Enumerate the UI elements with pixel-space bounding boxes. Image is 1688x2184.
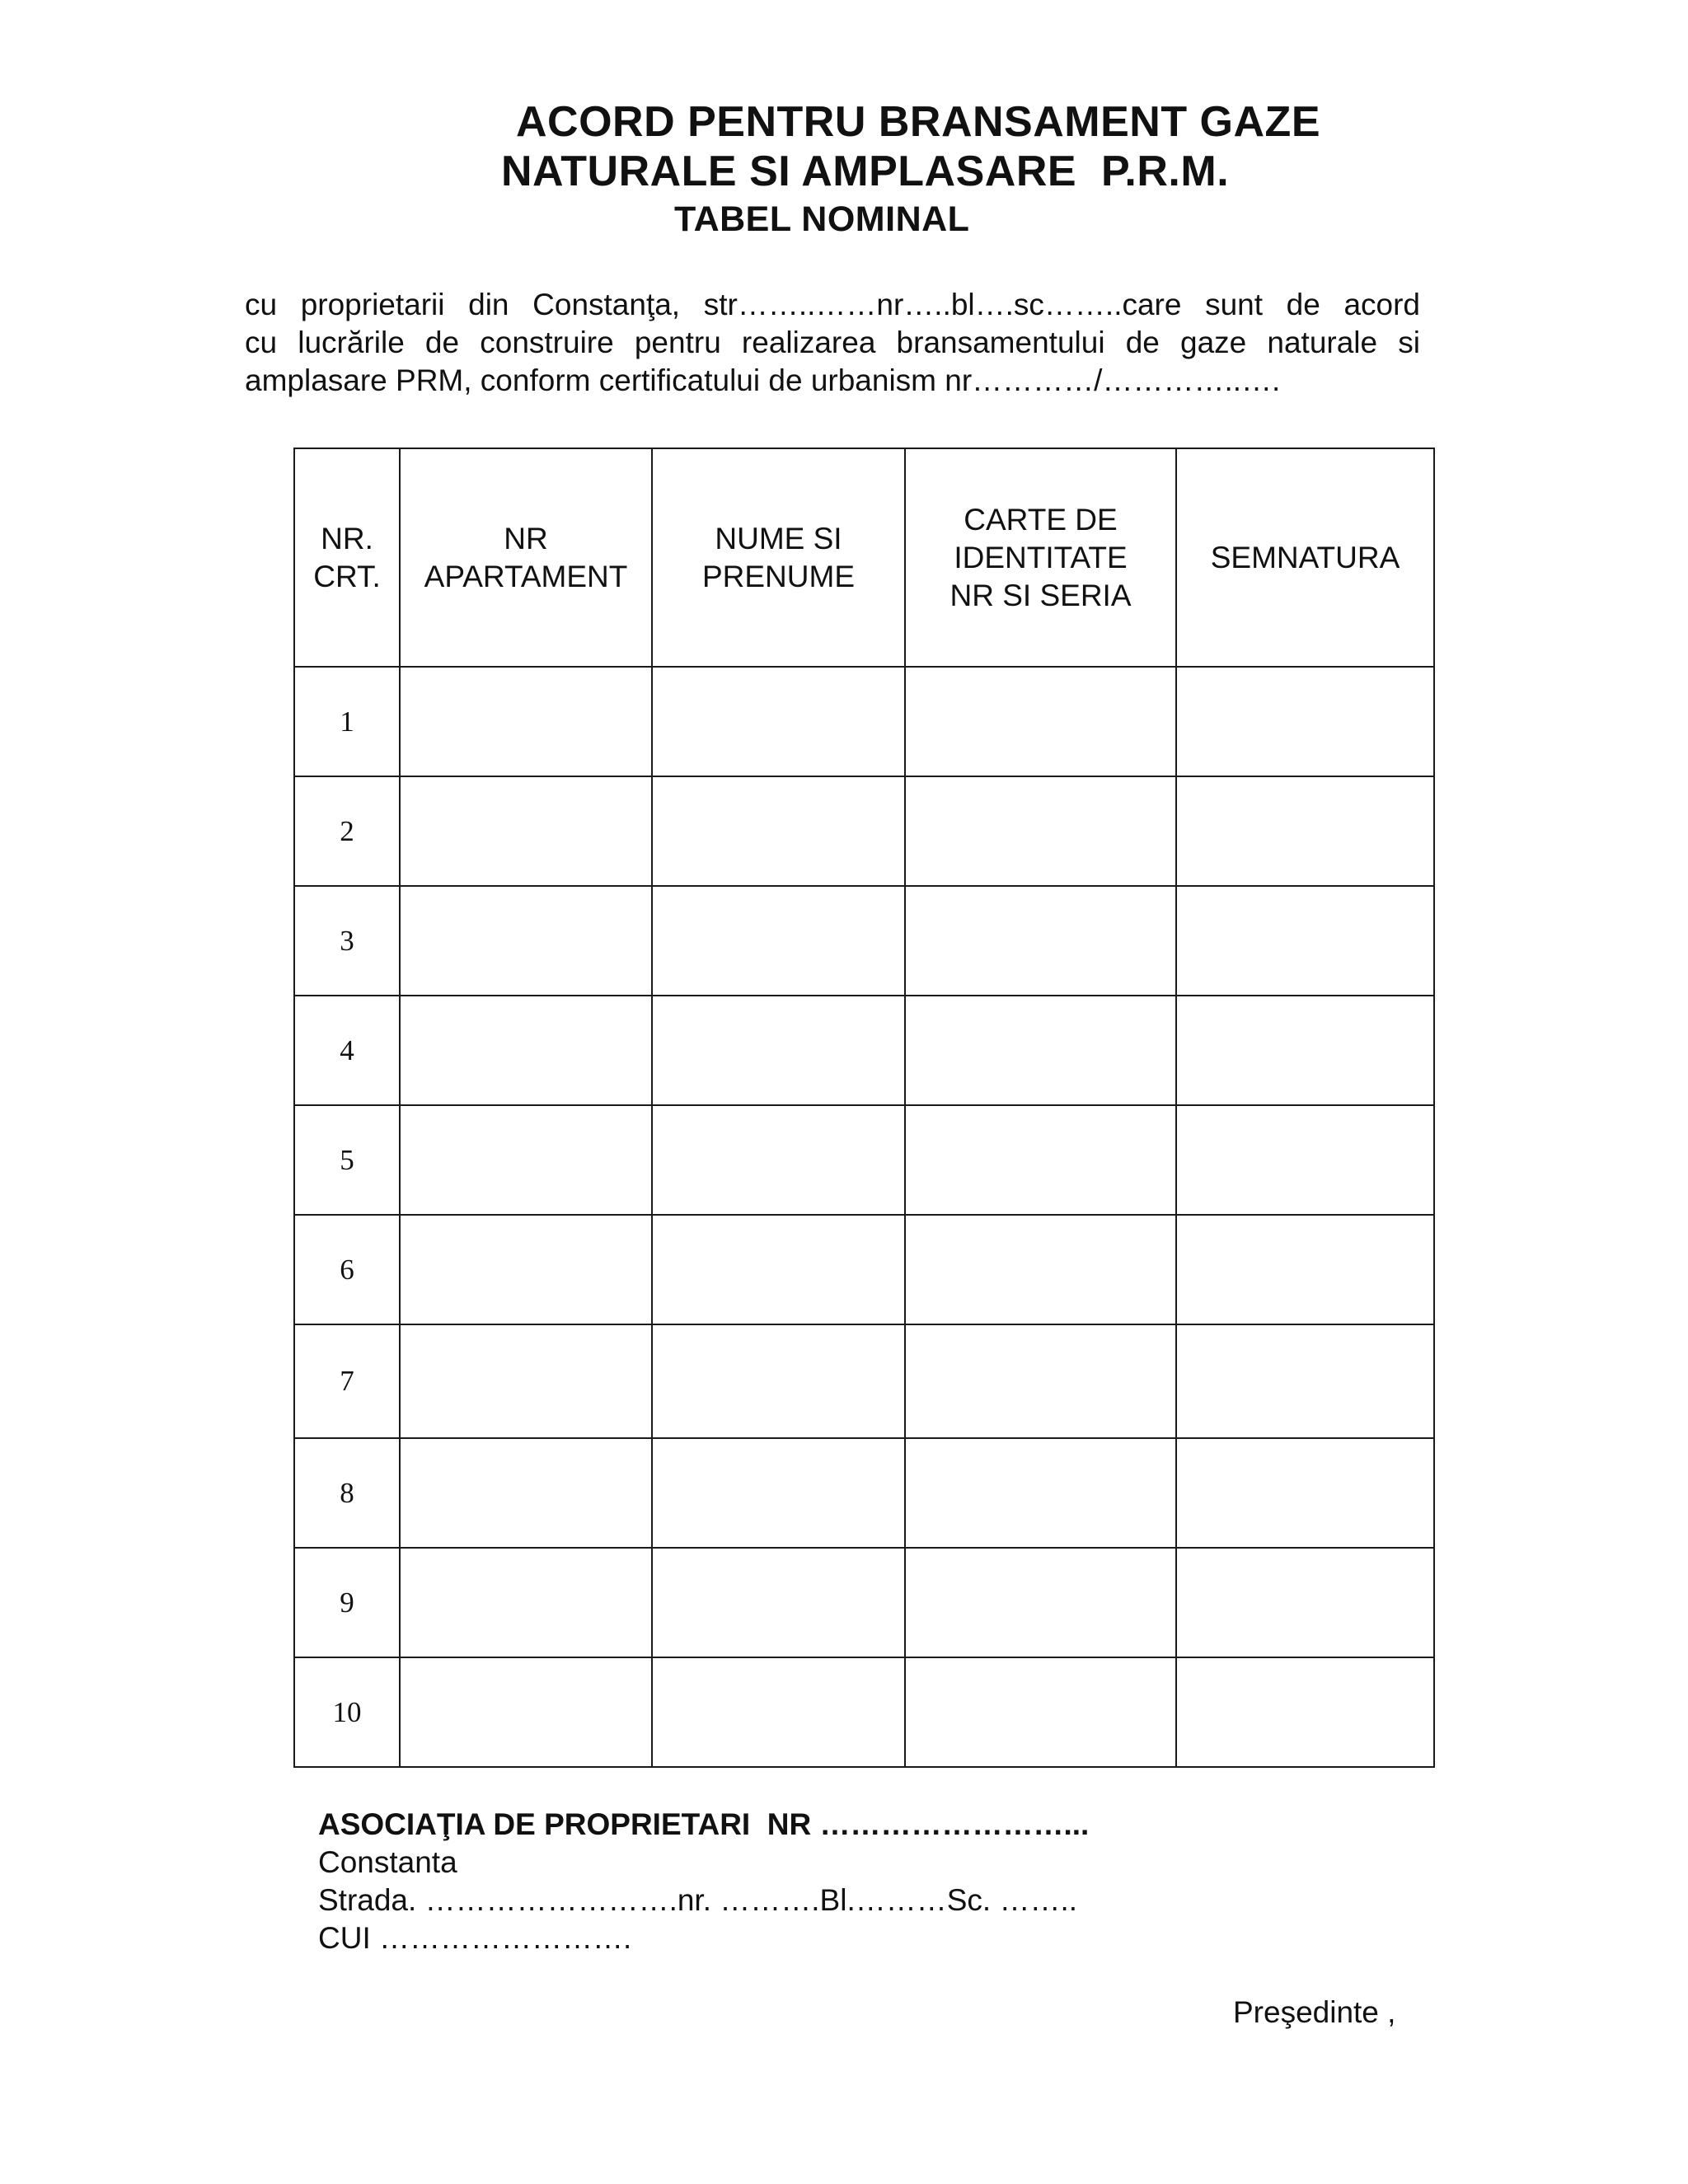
intro-text-line-1: cu proprietarii din Constanţa, str……..……nr…..bl….sc……..care sunt de acord xyxy=(245,288,1420,321)
cell-semnatura[interactable] xyxy=(1176,1215,1434,1324)
president-signature-label: Preşedinte , xyxy=(1233,1995,1396,2029)
document-title-line-2: NATURALE SI AMPLASARE P.R.M. xyxy=(501,148,1230,195)
cell-carte-identitate[interactable] xyxy=(905,1105,1176,1215)
row-number: 8 xyxy=(294,1438,400,1548)
row-number: 9 xyxy=(294,1548,400,1657)
cell-carte-identitate[interactable] xyxy=(905,1324,1176,1438)
cell-semnatura[interactable] xyxy=(1176,776,1434,886)
cell-nume[interactable] xyxy=(652,1215,905,1324)
table-row xyxy=(294,667,1434,776)
cell-semnatura[interactable] xyxy=(1176,886,1434,996)
cell-carte-identitate[interactable] xyxy=(905,667,1176,776)
cell-carte-identitate[interactable] xyxy=(905,1215,1176,1324)
cell-nume[interactable] xyxy=(652,886,905,996)
cell-nume[interactable] xyxy=(652,1657,905,1767)
row-number: 1 xyxy=(294,667,400,776)
association-address: Strada. …………………….nr. ……….Bl.………Sc. …….. xyxy=(318,1883,1078,1917)
association-city: Constanta xyxy=(318,1845,457,1879)
cell-apartament[interactable] xyxy=(400,1438,652,1548)
table-row xyxy=(294,1215,1434,1324)
cell-semnatura[interactable] xyxy=(1176,1324,1434,1438)
row-number: 10 xyxy=(294,1657,400,1767)
row-number: 3 xyxy=(294,886,400,996)
header-nume-prenume: NUME SI PRENUME xyxy=(652,448,905,667)
cell-nume[interactable] xyxy=(652,1438,905,1548)
header-carte-identitate: CARTE DE IDENTITATE NR SI SERIA xyxy=(905,448,1176,667)
row-number: 6 xyxy=(294,1215,400,1324)
cell-apartament[interactable] xyxy=(400,776,652,886)
cell-semnatura[interactable] xyxy=(1176,667,1434,776)
table-row xyxy=(294,1105,1434,1215)
cell-apartament[interactable] xyxy=(400,1657,652,1767)
intro-text-line-2: cu lucrările de construire pentru realizarea bransamentului de gaze naturale si xyxy=(245,326,1420,359)
cell-semnatura[interactable] xyxy=(1176,1438,1434,1548)
cell-carte-identitate[interactable] xyxy=(905,996,1176,1105)
cell-nume[interactable] xyxy=(652,1324,905,1438)
row-number: 7 xyxy=(294,1324,400,1438)
cell-apartament[interactable] xyxy=(400,1215,652,1324)
table-row xyxy=(294,1438,1434,1548)
intro-text-line-3: amplasare PRM, conform certificatului de urbanism nr…………/…………..…. xyxy=(245,363,1281,397)
cell-nume[interactable] xyxy=(652,776,905,886)
table-row xyxy=(294,996,1434,1105)
cell-semnatura[interactable] xyxy=(1176,996,1434,1105)
table-row xyxy=(294,1548,1434,1657)
association-name-line: ASOCIAŢIA DE PROPRIETARI NR ……………………... xyxy=(318,1807,1090,1841)
header-nr-crt: NR. CRT. xyxy=(294,448,400,667)
table-header-row xyxy=(294,448,1434,667)
association-cui: CUI ……………………. xyxy=(318,1921,632,1955)
table-row xyxy=(294,776,1434,886)
cell-carte-identitate[interactable] xyxy=(905,776,1176,886)
cell-carte-identitate[interactable] xyxy=(905,1657,1176,1767)
table-row xyxy=(294,1657,1434,1767)
cell-apartament[interactable] xyxy=(400,1324,652,1438)
table-row xyxy=(294,886,1434,996)
cell-apartament[interactable] xyxy=(400,996,652,1105)
cell-carte-identitate[interactable] xyxy=(905,1438,1176,1548)
cell-semnatura[interactable] xyxy=(1176,1657,1434,1767)
cell-nume[interactable] xyxy=(652,1548,905,1657)
row-number: 4 xyxy=(294,996,400,1105)
cell-semnatura[interactable] xyxy=(1176,1105,1434,1215)
nominal-table xyxy=(293,448,1435,1768)
cell-apartament[interactable] xyxy=(400,667,652,776)
cell-carte-identitate[interactable] xyxy=(905,1548,1176,1657)
cell-apartament[interactable] xyxy=(400,886,652,996)
cell-carte-identitate[interactable] xyxy=(905,886,1176,996)
cell-semnatura[interactable] xyxy=(1176,1548,1434,1657)
cell-nume[interactable] xyxy=(652,1105,905,1215)
row-number: 5 xyxy=(294,1105,400,1215)
document-title-line-1: ACORD PENTRU BRANSAMENT GAZE xyxy=(516,98,1320,146)
cell-apartament[interactable] xyxy=(400,1548,652,1657)
cell-apartament[interactable] xyxy=(400,1105,652,1215)
document-subtitle: TABEL NOMINAL xyxy=(674,199,970,239)
header-semnatura: SEMNATURA xyxy=(1176,448,1434,667)
table-row xyxy=(294,1324,1434,1438)
cell-nume[interactable] xyxy=(652,667,905,776)
header-nr-apartament: NR APARTAMENT xyxy=(400,448,652,667)
cell-nume[interactable] xyxy=(652,996,905,1105)
row-number: 2 xyxy=(294,776,400,886)
